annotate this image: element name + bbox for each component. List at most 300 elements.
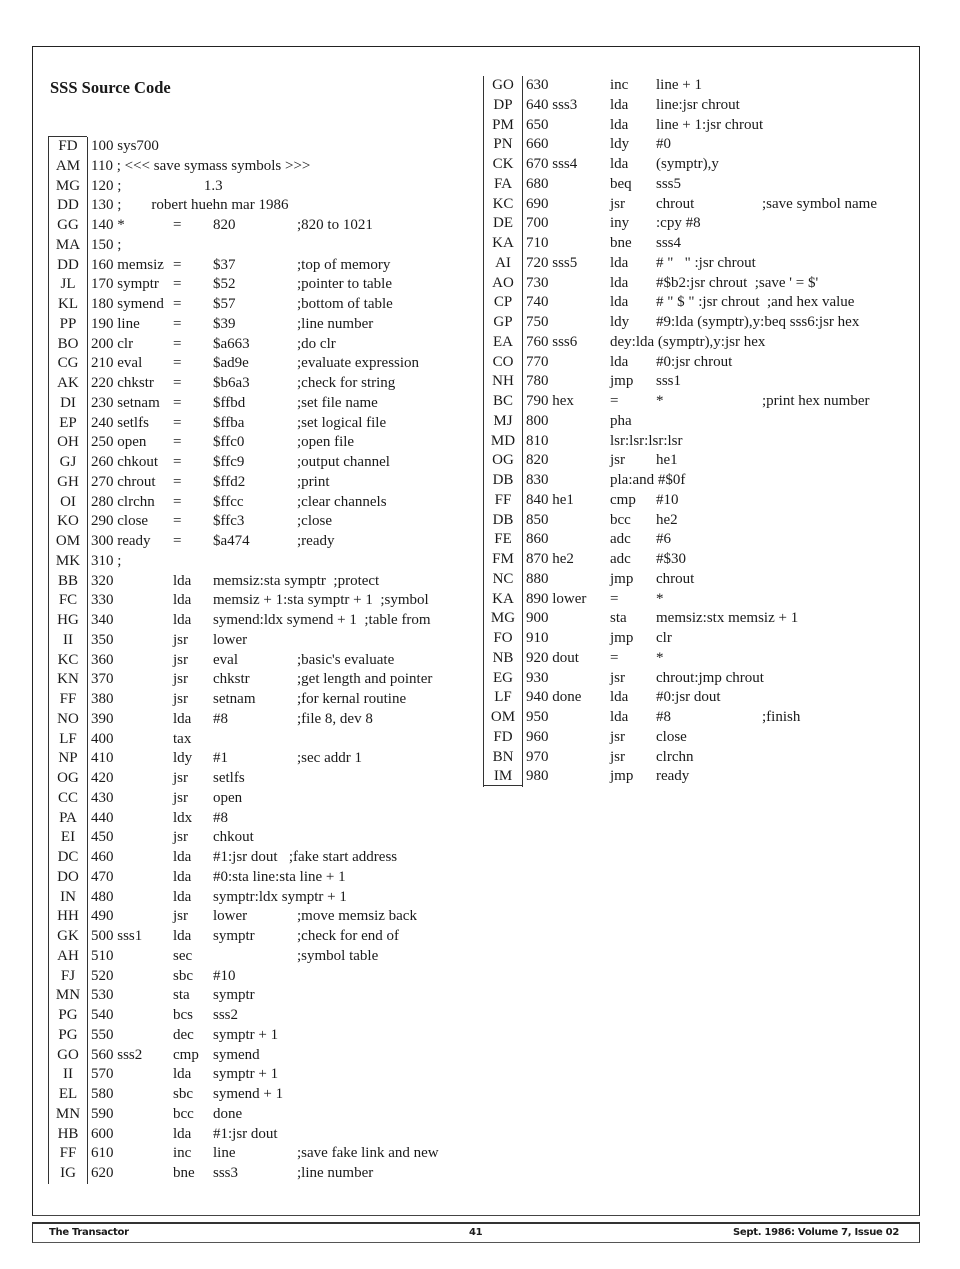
checksum-code: NP — [48, 749, 88, 769]
code-line — [48, 927, 439, 947]
opcode: sta — [173, 987, 190, 1004]
checksum-code: CK — [483, 155, 523, 175]
operand: clrchn — [656, 748, 694, 765]
checksum-code: II — [48, 1065, 88, 1085]
code-line — [483, 135, 877, 155]
operand: #1:jsr dout ;fake start address — [213, 849, 398, 865]
opcode: sbc — [173, 967, 193, 984]
checksum-code: FC — [48, 591, 88, 611]
opcode: jsr — [173, 789, 188, 806]
opcode: = — [173, 315, 182, 332]
line-number-label: 750 — [526, 314, 549, 330]
line-number-label: 160 memsiz — [91, 256, 164, 273]
code-line — [483, 353, 877, 373]
opcode: jsr — [610, 195, 625, 212]
opcode: jmp — [610, 570, 634, 587]
operand: #0 — [656, 136, 671, 153]
listing-title: SSS Source Code — [50, 78, 171, 97]
operand: line — [213, 1145, 236, 1162]
operand: #0:jsr chrout — [656, 353, 733, 370]
line-number-label: 520 — [91, 967, 114, 984]
code-line — [48, 216, 439, 236]
opcode: lda — [610, 156, 629, 172]
operand: setlfs — [213, 770, 245, 786]
operand: symend:ldx symend + 1 ;table from — [213, 612, 431, 628]
line-number-label: 900 — [526, 610, 549, 627]
operand: $57 — [213, 296, 236, 312]
line-text: 110 ; <<< save symass symbols >>> — [91, 157, 311, 174]
line-number-label: 470 — [91, 868, 114, 885]
operand: lower — [213, 631, 248, 648]
operand: #6 — [656, 531, 671, 548]
operand: $ffbd — [213, 394, 246, 411]
line-number-label: 860 — [526, 531, 549, 548]
operand: sss5 — [656, 175, 682, 192]
code-line — [48, 651, 439, 671]
code-line — [483, 155, 877, 175]
comment: ;ready — [297, 533, 335, 549]
code-line — [48, 631, 439, 651]
code-line — [48, 374, 439, 394]
line-number-label: 260 chkout — [91, 454, 159, 470]
checksum-code: FF — [483, 491, 523, 511]
checksum-code: DD — [48, 256, 88, 276]
opcode: bne — [173, 1165, 195, 1181]
operand: #1 — [213, 750, 228, 767]
comment: ;print hex number — [762, 393, 870, 409]
code-line — [48, 473, 439, 493]
operand: sss2 — [213, 1007, 239, 1023]
operand: chrout — [656, 570, 695, 587]
opcode: = — [173, 513, 182, 530]
operand: memsiz:stx memsiz + 1 — [656, 610, 799, 627]
line-number-label: 540 — [91, 1007, 114, 1023]
operand: he1 — [656, 452, 678, 469]
operand: $b6a3 — [213, 375, 250, 391]
code-line — [48, 433, 439, 453]
opcode: jsr — [173, 770, 188, 786]
opcode: jsr — [173, 671, 188, 688]
checksum-code: OG — [48, 769, 88, 789]
opcode: adc — [610, 551, 631, 567]
checksum-code: EG — [483, 669, 523, 689]
line-number-label: 590 — [91, 1105, 114, 1122]
line-number-label: 920 dout — [526, 649, 579, 666]
operand: $ffd2 — [213, 473, 246, 490]
code-line — [48, 1105, 439, 1125]
operand: # " $ " :jsr chrout ;and hex value — [656, 294, 855, 311]
opcode: tax — [173, 730, 192, 747]
code-line — [48, 1006, 439, 1026]
instruction: dey:lda (symptr),y:jsr hex — [610, 333, 766, 350]
code-line — [48, 532, 439, 552]
opcode: = — [173, 355, 182, 372]
line-number-label: 660 — [526, 136, 549, 153]
line-number-label: 550 — [91, 1026, 114, 1043]
code-line — [483, 372, 877, 392]
checksum-code: HB — [48, 1125, 88, 1145]
comment: ;clear channels — [297, 493, 387, 510]
code-line — [483, 293, 877, 313]
operand — [656, 412, 762, 432]
operand: symptr — [213, 987, 255, 1004]
checksum-code: OM — [483, 708, 523, 728]
line-number-label: 980 — [526, 768, 549, 785]
line-number-label: 370 — [91, 671, 114, 688]
opcode: sbc — [173, 1086, 193, 1102]
line-number-label: 790 hex — [526, 393, 574, 409]
checksum-code: DO — [48, 868, 88, 888]
opcode: lda — [173, 928, 192, 944]
line-number-label: 350 — [91, 631, 114, 648]
code-line — [483, 96, 877, 116]
line-number-label: 970 — [526, 748, 549, 765]
code-line — [48, 710, 439, 730]
opcode: bcs — [173, 1007, 193, 1023]
operand: chkout — [213, 829, 254, 846]
code-line — [48, 137, 439, 157]
line-number-label: 950 — [526, 709, 549, 725]
line-number-label: 620 — [91, 1165, 114, 1181]
code-line — [48, 1046, 439, 1066]
checksum-code: CP — [483, 293, 523, 313]
checksum-code: KO — [48, 512, 88, 532]
operand: * — [656, 590, 664, 607]
opcode: lda — [610, 96, 629, 113]
checksum-code: DE — [483, 214, 523, 234]
checksum-code: GG — [48, 216, 88, 236]
code-line — [48, 1144, 439, 1164]
line-number-label: 430 — [91, 789, 114, 806]
code-line — [48, 888, 439, 908]
operand: * — [656, 649, 664, 666]
code-line — [48, 730, 439, 750]
checksum-code: DI — [48, 394, 88, 414]
operand: open — [213, 789, 243, 806]
opcode: bcc — [610, 511, 631, 528]
opcode: lda — [173, 888, 192, 905]
checksum-code: MJ — [483, 412, 523, 432]
operand: $ffc0 — [213, 434, 245, 451]
code-line — [48, 749, 439, 769]
line-number-label: 380 — [91, 691, 114, 707]
operand: done — [213, 1105, 243, 1122]
operand: #9:lda (symptr),y:beq sss6:jsr hex — [656, 314, 860, 330]
opcode: = — [173, 533, 182, 549]
opcode: = — [610, 393, 619, 409]
line-number-label: 230 setnam — [91, 394, 160, 411]
code-line — [48, 295, 439, 315]
checksum-code: AM — [48, 157, 88, 177]
comment: ;bottom of table — [297, 296, 393, 312]
code-line — [48, 907, 439, 927]
line-number-label: 650 — [526, 116, 549, 133]
checksum-code: OH — [48, 433, 88, 453]
checksum-code: NO — [48, 710, 88, 730]
code-line — [48, 1125, 439, 1145]
footer-page-number: 41 — [469, 1227, 483, 1238]
code-line — [483, 432, 877, 452]
line-number-label: 840 he1 — [526, 491, 574, 508]
operand: symptr + 1 — [213, 1026, 279, 1043]
code-line — [48, 809, 439, 829]
checksum-code: NC — [483, 570, 523, 590]
operand: * — [656, 393, 664, 409]
code-line — [483, 274, 877, 294]
code-line — [483, 728, 877, 748]
code-line — [48, 769, 439, 789]
operand: $ad9e — [213, 355, 249, 372]
checksum-code: GJ — [48, 453, 88, 473]
checksum-code: FD — [483, 728, 523, 748]
line-number-label: 290 close — [91, 513, 149, 530]
line-number-label: 570 — [91, 1066, 114, 1083]
comment: ;top of memory — [297, 256, 391, 273]
checksum-code: MK — [48, 552, 88, 572]
operand: lower — [213, 908, 248, 925]
opcode: ldy — [173, 750, 193, 767]
line-number-label: 200 clr — [91, 335, 134, 352]
operand: line + 1:jsr chrout — [656, 116, 764, 133]
comment: ;save symbol name — [762, 195, 877, 212]
operand: #0:jsr dout — [656, 689, 721, 706]
comment: ;move memsiz back — [297, 908, 417, 925]
checksum-code: BB — [48, 572, 88, 592]
code-line — [48, 591, 439, 611]
code-line — [483, 669, 877, 689]
line-number-label: 450 — [91, 829, 114, 846]
opcode: inc — [610, 77, 629, 93]
line-number-label: 710 — [526, 235, 549, 251]
line-number-label: 360 — [91, 651, 114, 668]
line-number-label: 680 — [526, 175, 549, 192]
checksum-code: NH — [483, 372, 523, 392]
line-number-label: 500 sss1 — [91, 928, 143, 944]
line-text: 310 ; — [91, 552, 122, 569]
opcode: jsr — [610, 452, 625, 469]
code-line — [48, 335, 439, 355]
line-number-label: 250 open — [91, 434, 147, 451]
line-number-label: 480 — [91, 888, 114, 905]
opcode: jsr — [173, 829, 188, 846]
opcode: lda — [610, 689, 629, 706]
operand — [213, 947, 297, 967]
code-line — [48, 453, 439, 473]
code-line — [483, 767, 877, 787]
code-line — [483, 708, 877, 728]
line-number-label: 320 — [91, 572, 114, 589]
line-number-label: 530 — [91, 987, 114, 1004]
comment: ;sec addr 1 — [297, 750, 362, 767]
operand: $ffc9 — [213, 454, 245, 470]
opcode: jsr — [610, 748, 625, 765]
opcode: lda — [610, 709, 629, 725]
line-number-label: 440 — [91, 809, 114, 826]
operand: #$30 — [656, 551, 686, 567]
comment: ;820 to 1021 — [297, 217, 373, 233]
line-number-label: 830 — [526, 472, 549, 488]
checksum-code: BO — [48, 335, 88, 355]
opcode: sta — [610, 610, 627, 627]
checksum-code: FO — [483, 629, 523, 649]
opcode: = — [610, 649, 619, 666]
checksum-code: CG — [48, 354, 88, 374]
opcode: jmp — [610, 373, 634, 390]
opcode: = — [173, 276, 182, 293]
code-line — [483, 748, 877, 768]
operand: $ffcc — [213, 493, 244, 510]
operand: symend — [213, 1046, 260, 1063]
operand: #1:jsr dout — [213, 1125, 278, 1142]
checksum-code: GO — [48, 1046, 88, 1066]
code-line — [48, 236, 439, 256]
line-number-label: 390 — [91, 710, 114, 727]
checksum-code: JL — [48, 275, 88, 295]
operand: ready — [656, 768, 690, 785]
line-text: 150 ; — [91, 236, 122, 253]
comment: ;print — [297, 473, 330, 490]
listing-left-column — [48, 137, 439, 1184]
checksum-code: IG — [48, 1164, 88, 1184]
line-number-label: 690 — [526, 195, 549, 212]
code-line — [48, 512, 439, 532]
line-number-label: 940 done — [526, 689, 582, 706]
opcode: = — [173, 335, 182, 352]
opcode: lda — [610, 353, 629, 370]
line-number-label: 640 sss3 — [526, 96, 578, 113]
code-line — [483, 333, 877, 353]
operand: #$b2:jsr chrout ;save ' = $' — [656, 274, 819, 291]
checksum-code: OG — [483, 451, 523, 471]
code-line — [48, 354, 439, 374]
operand: $ffc3 — [213, 513, 245, 530]
opcode: lda — [173, 1066, 192, 1083]
comment: ;set file name — [297, 394, 378, 411]
checksum-code: MD — [483, 432, 523, 452]
checksum-code: AI — [483, 254, 523, 274]
code-line — [483, 392, 877, 412]
opcode: jmp — [610, 630, 634, 646]
operand: #10 — [213, 967, 236, 984]
operand: #8 — [213, 809, 228, 826]
checksum-code: OI — [48, 493, 88, 513]
code-line — [48, 493, 439, 513]
operand: chrout:jmp chrout — [656, 669, 764, 686]
checksum-code: GH — [48, 473, 88, 493]
operand: memsiz:sta symptr ;protect — [213, 572, 380, 589]
comment: ;line number — [297, 315, 374, 332]
opcode: ldy — [610, 136, 630, 153]
opcode: ldx — [173, 809, 193, 826]
opcode: = — [173, 256, 182, 273]
opcode: lda — [173, 592, 192, 609]
instruction: pla:and #$0f — [610, 472, 686, 488]
checksum-code: GK — [48, 927, 88, 947]
operand: $ffba — [213, 414, 245, 431]
line-number-label: 270 chrout — [91, 473, 156, 490]
operand: memsiz + 1:sta symptr + 1 ;symbol — [213, 592, 429, 609]
opcode: = — [173, 414, 182, 431]
line-number-label: 580 — [91, 1086, 114, 1102]
opcode: lda — [610, 294, 629, 311]
opcode: jsr — [173, 691, 188, 707]
line-number-label: 820 — [526, 452, 549, 469]
line-number-label: 140 * — [91, 217, 125, 233]
checksum-code: FM — [483, 550, 523, 570]
checksum-code: DB — [483, 471, 523, 491]
comment: ;save fake link and new — [297, 1145, 439, 1162]
comment: ;for kernal routine — [297, 691, 407, 707]
comment: ;basic's evaluate — [297, 651, 395, 668]
opcode: inc — [173, 1145, 192, 1162]
operand: # " " :jsr chrout — [656, 254, 756, 271]
checksum-code: PG — [48, 1026, 88, 1046]
checksum-code: CC — [48, 789, 88, 809]
opcode: = — [173, 217, 182, 233]
opcode: lda — [173, 710, 192, 727]
opcode: lda — [610, 116, 629, 133]
checksum-code: DB — [483, 511, 523, 531]
opcode: bne — [610, 235, 632, 251]
code-line — [483, 471, 877, 491]
comment: ;check for end of — [297, 928, 400, 944]
code-line — [483, 254, 877, 274]
line-number-label: 510 — [91, 947, 114, 964]
operand: $52 — [213, 276, 236, 293]
opcode: = — [173, 375, 182, 391]
opcode: lda — [610, 274, 629, 291]
code-line — [48, 315, 439, 335]
operand: :cpy #8 — [656, 215, 701, 232]
line-number-label: 330 — [91, 592, 114, 609]
checksum-code: EA — [483, 333, 523, 353]
opcode: jsr — [610, 728, 625, 745]
line-text: 130 ; robert huehn mar 1986 — [91, 197, 289, 214]
checksum-code: FJ — [48, 967, 88, 987]
checksum-code: MA — [48, 236, 88, 256]
checksum-code: FA — [483, 175, 523, 195]
opcode: cmp — [610, 491, 636, 508]
line-number-label: 490 — [91, 908, 114, 925]
code-line — [48, 670, 439, 690]
code-line — [48, 848, 439, 868]
code-line — [483, 530, 877, 550]
page-footer — [32, 1222, 920, 1243]
code-line — [48, 1164, 439, 1184]
line-number-label: 630 — [526, 77, 549, 93]
code-line — [483, 116, 877, 136]
checksum-code: KC — [483, 195, 523, 215]
comment: ;file 8, dev 8 — [297, 710, 373, 727]
code-line — [483, 609, 877, 629]
checksum-code: BC — [483, 392, 523, 412]
code-line — [483, 590, 877, 610]
code-line — [48, 986, 439, 1006]
code-line — [48, 967, 439, 987]
line-number-label: 780 — [526, 373, 549, 390]
line-number-label: 460 — [91, 849, 114, 865]
code-line — [483, 451, 877, 471]
checksum-code: DP — [483, 96, 523, 116]
opcode: cmp — [173, 1046, 199, 1063]
code-line — [483, 570, 877, 590]
checksum-code: MG — [483, 609, 523, 629]
operand: $a474 — [213, 533, 250, 549]
code-line — [483, 511, 877, 531]
opcode: = — [173, 296, 182, 312]
opcode: pha — [610, 412, 632, 429]
line-number-label: 770 — [526, 353, 549, 370]
